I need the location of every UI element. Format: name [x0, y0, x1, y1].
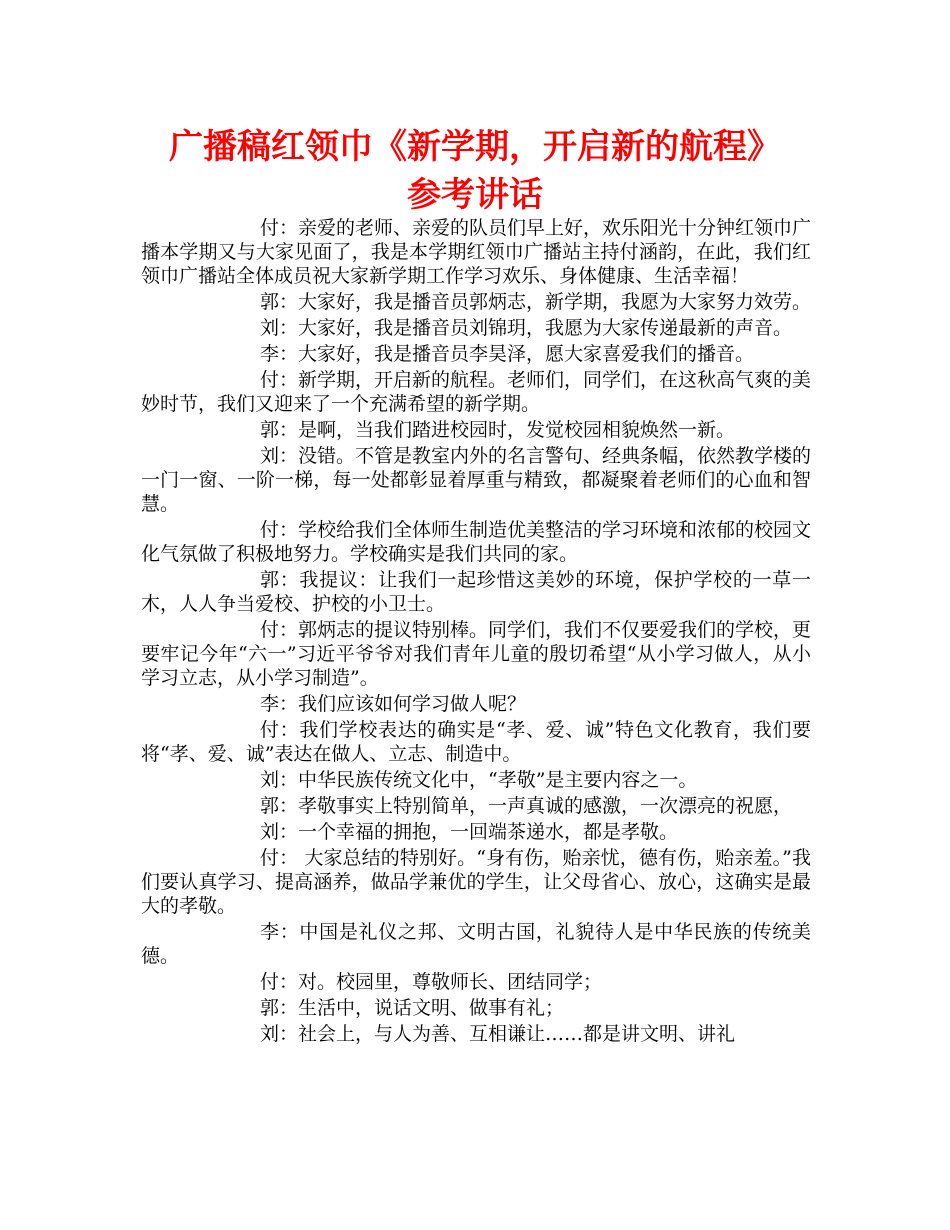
paragraph: 郭：孝敬事实上特别简单，一声真诚的感激，一次漂亮的祝愿， — [260, 795, 793, 817]
paragraph: 付：学校给我们全体师生制造优美整洁的学习环境和浓郁的校园文化气氛做了积极地努力。学校确实是我们共同的家。 — [141, 519, 812, 565]
paragraph: 刘：中华民族传统文化中，“孝敬”是主要内容之一。 — [260, 769, 698, 791]
paragraph: 李：大家好，我是播音员李昊泽，愿大家喜爱我们的播音。 — [260, 343, 755, 365]
paragraph: 付： 大家总结的特别好。“身有伤，贻亲忧，德有伤，贻亲羞。”我们要认真学习、提高涵养，做品学兼优的学生，让父母省心、放心，这确实是最大的孝敬。 — [141, 847, 811, 917]
paragraph: 郭：我提议：让我们一起珍惜这美妙的环境，保护学校的一草一木，人人争当爱校、护校的小卫士。 — [141, 569, 811, 615]
paragraph: 付：郭炳志的提议特别棒。同学们，我们不仅要爱我们的学校，更要牢记今年“六一”习近平爷爷对我们青年儿童的殷切希望“从小学习做人，从小学习立志，从小学习制造”。 — [141, 619, 812, 689]
document-title-line-1: 广播稿红领巾《新学期，开启新的航程》 — [169, 127, 781, 167]
paragraph: 刘：社会上，与人为善、互相谦让……都是讲文明、讲礼 — [260, 1023, 736, 1045]
paragraph: 付：新学期，开启新的航程。老师们，同学们，在这秋高气爽的美妙时节，我们又迎来了一个充满希望的新学期。 — [141, 369, 812, 415]
paragraph: 郭：生活中，说话文明、做事有礼； — [260, 997, 565, 1019]
document-title-line-2: 参考讲话 — [407, 175, 543, 215]
paragraph: 李：中国是礼仪之邦、文明古国，礼貌待人是中华民族的传统美德。 — [141, 921, 811, 967]
paragraph: 付：对。校园里，尊敬师长、团结同学； — [260, 971, 603, 993]
paragraph: 付：亲爱的老师、亲爱的队员们早上好，欢乐阳光十分钟红领巾广播本学期又与大家见面了，我是本学期红领巾广播站主持付涵韵，在此，我们红领巾广播站全体成员祝大家新学期工作学习欢乐、身体健康、生活幸福！ — [141, 217, 812, 287]
paragraph: 李：我们应该如何学习做人呢？ — [260, 693, 527, 715]
paragraph: 郭：大家好，我是播音员郭炳志，新学期，我愿为大家努力效劳。 — [260, 291, 812, 313]
paragraph: 付：我们学校表达的确实是“孝、爱、诚”特色文化教育，我们要将“孝、爱、诚”表达在做人、立志、制造中。 — [141, 719, 811, 765]
paragraph: 刘：大家好，我是播音员刘锦玥，我愿为大家传递最新的声音。 — [260, 317, 793, 339]
paragraph: 刘：没错。不管是教室内外的名言警句、经典条幅，依然教学楼的一门一窗、一阶一梯，每一处都彰显着厚重与精致，都凝聚着老师们的心血和智慧。 — [141, 445, 812, 515]
paragraph: 郭：是啊，当我们踏进校园时，发觉校园相貌焕然一新。 — [260, 419, 736, 441]
document-body — [141, 216, 811, 1048]
paragraph: 刘：一个幸福的拥抱，一回端茶递水，都是孝敬。 — [260, 821, 679, 843]
